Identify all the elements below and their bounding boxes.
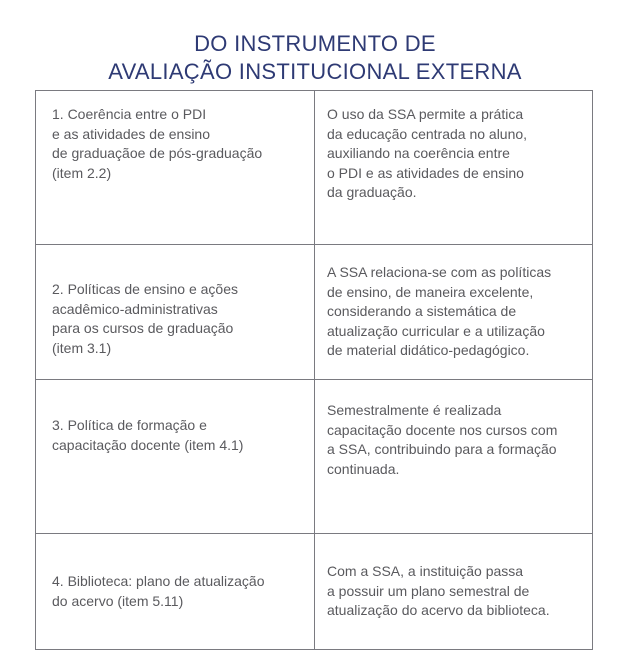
description-cell: Semestralmente é realizada capacitação docente nos cursos com a SSA, contribuindo para a formação continuada.	[315, 380, 593, 534]
criterion-cell: 3. Política de formação e capacitação docente (item 4.1)	[36, 380, 315, 534]
title-line-1: DO INSTRUMENTO DE	[194, 31, 436, 56]
criterion-cell: 4. Biblioteca: plano de atualização do acervo (item 5.11)	[36, 534, 315, 650]
table-row	[36, 380, 593, 534]
description-cell: A SSA relaciona-se com as políticas de ensino, de maneira excelente, considerando a sistemática de atualização curricular e a utilização de material didático-pedagógico.	[315, 245, 593, 380]
page-title	[0, 30, 630, 86]
title-line-2: AVALIAÇÃO INSTITUCIONAL EXTERNA	[108, 59, 522, 84]
criteria-table	[35, 90, 593, 650]
criterion-cell: 1. Coerência entre o PDI e as atividades de ensino de graduaçãoe de pós-graduação (item 2.2)	[36, 91, 315, 245]
table-row	[36, 245, 593, 380]
description-cell: Com a SSA, a instituição passa a possuir um plano semestral de atualização do acervo da biblioteca.	[315, 534, 593, 650]
criterion-cell: 2. Políticas de ensino e ações acadêmico-administrativas para os cursos de graduação (item 3.1)	[36, 245, 315, 380]
description-cell: O uso da SSA permite a prática da educação centrada no aluno, auxiliando na coerência entre o PDI e as atividades de ensino da graduação.	[315, 91, 593, 245]
table-row	[36, 534, 593, 650]
table-row	[36, 91, 593, 245]
